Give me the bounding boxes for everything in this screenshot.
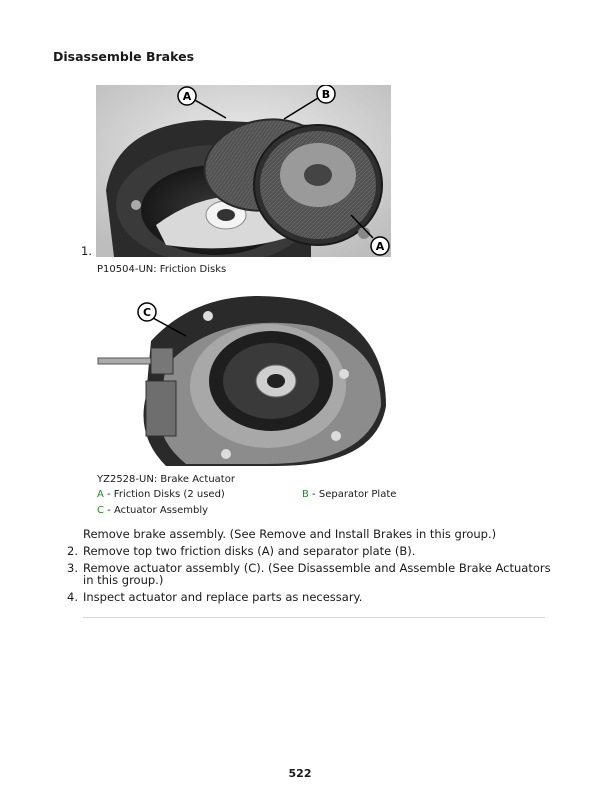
callout-c xyxy=(138,303,156,321)
page-number: 522 xyxy=(288,767,312,780)
legend-item-b xyxy=(302,489,396,500)
legend-key-a: A xyxy=(97,489,104,500)
figure-1-caption: P10504-UN: Friction Disks xyxy=(97,264,227,275)
step-1-line: Remove brake assembly. (See Remove and Install Brakes in this group.) xyxy=(83,527,497,541)
figure-2-caption: YZ2528-UN: Brake Actuator xyxy=(97,474,235,485)
svg-text:C: C xyxy=(142,306,152,319)
step-3 xyxy=(67,561,551,587)
divider xyxy=(83,617,545,618)
legend-item-a xyxy=(97,489,225,500)
step-4-line: Inspect actuator and replace parts as necessary. xyxy=(83,590,363,604)
callout-b xyxy=(317,85,335,103)
legend-text-c: - Actuator Assembly xyxy=(103,505,209,516)
svg-text:A: A xyxy=(375,240,385,253)
legend-key-b: B xyxy=(302,489,309,500)
step-3-line-1: Remove actuator assembly (C). (See Disassemble and Assemble Brake Actuators xyxy=(83,561,551,575)
section-title: Disassemble Brakes xyxy=(53,49,195,64)
legend-item-c xyxy=(97,505,208,516)
friction-disks-figure xyxy=(96,85,391,257)
callout-a-top xyxy=(178,87,196,105)
step-4 xyxy=(67,590,363,604)
legend-text-a: - Friction Disks (2 used) xyxy=(103,489,225,500)
svg-text:B: B xyxy=(321,88,331,101)
legend-text-b: - Separator Plate xyxy=(308,489,397,500)
brake-actuator-figure xyxy=(96,286,392,466)
step-3-line-2: in this group.) xyxy=(83,573,164,587)
callout-a-bottom xyxy=(371,237,389,255)
legend-key-c: C xyxy=(97,505,104,516)
step-3-number: 3. xyxy=(67,561,78,575)
step-1-number: 1. xyxy=(81,244,92,258)
svg-text:A: A xyxy=(182,90,192,103)
step-4-number: 4. xyxy=(67,590,78,604)
step-1-text xyxy=(83,528,496,540)
step-2 xyxy=(67,544,416,558)
step-2-line: Remove top two friction disks (A) and separator plate (B). xyxy=(83,544,416,558)
step-2-number: 2. xyxy=(67,544,78,558)
